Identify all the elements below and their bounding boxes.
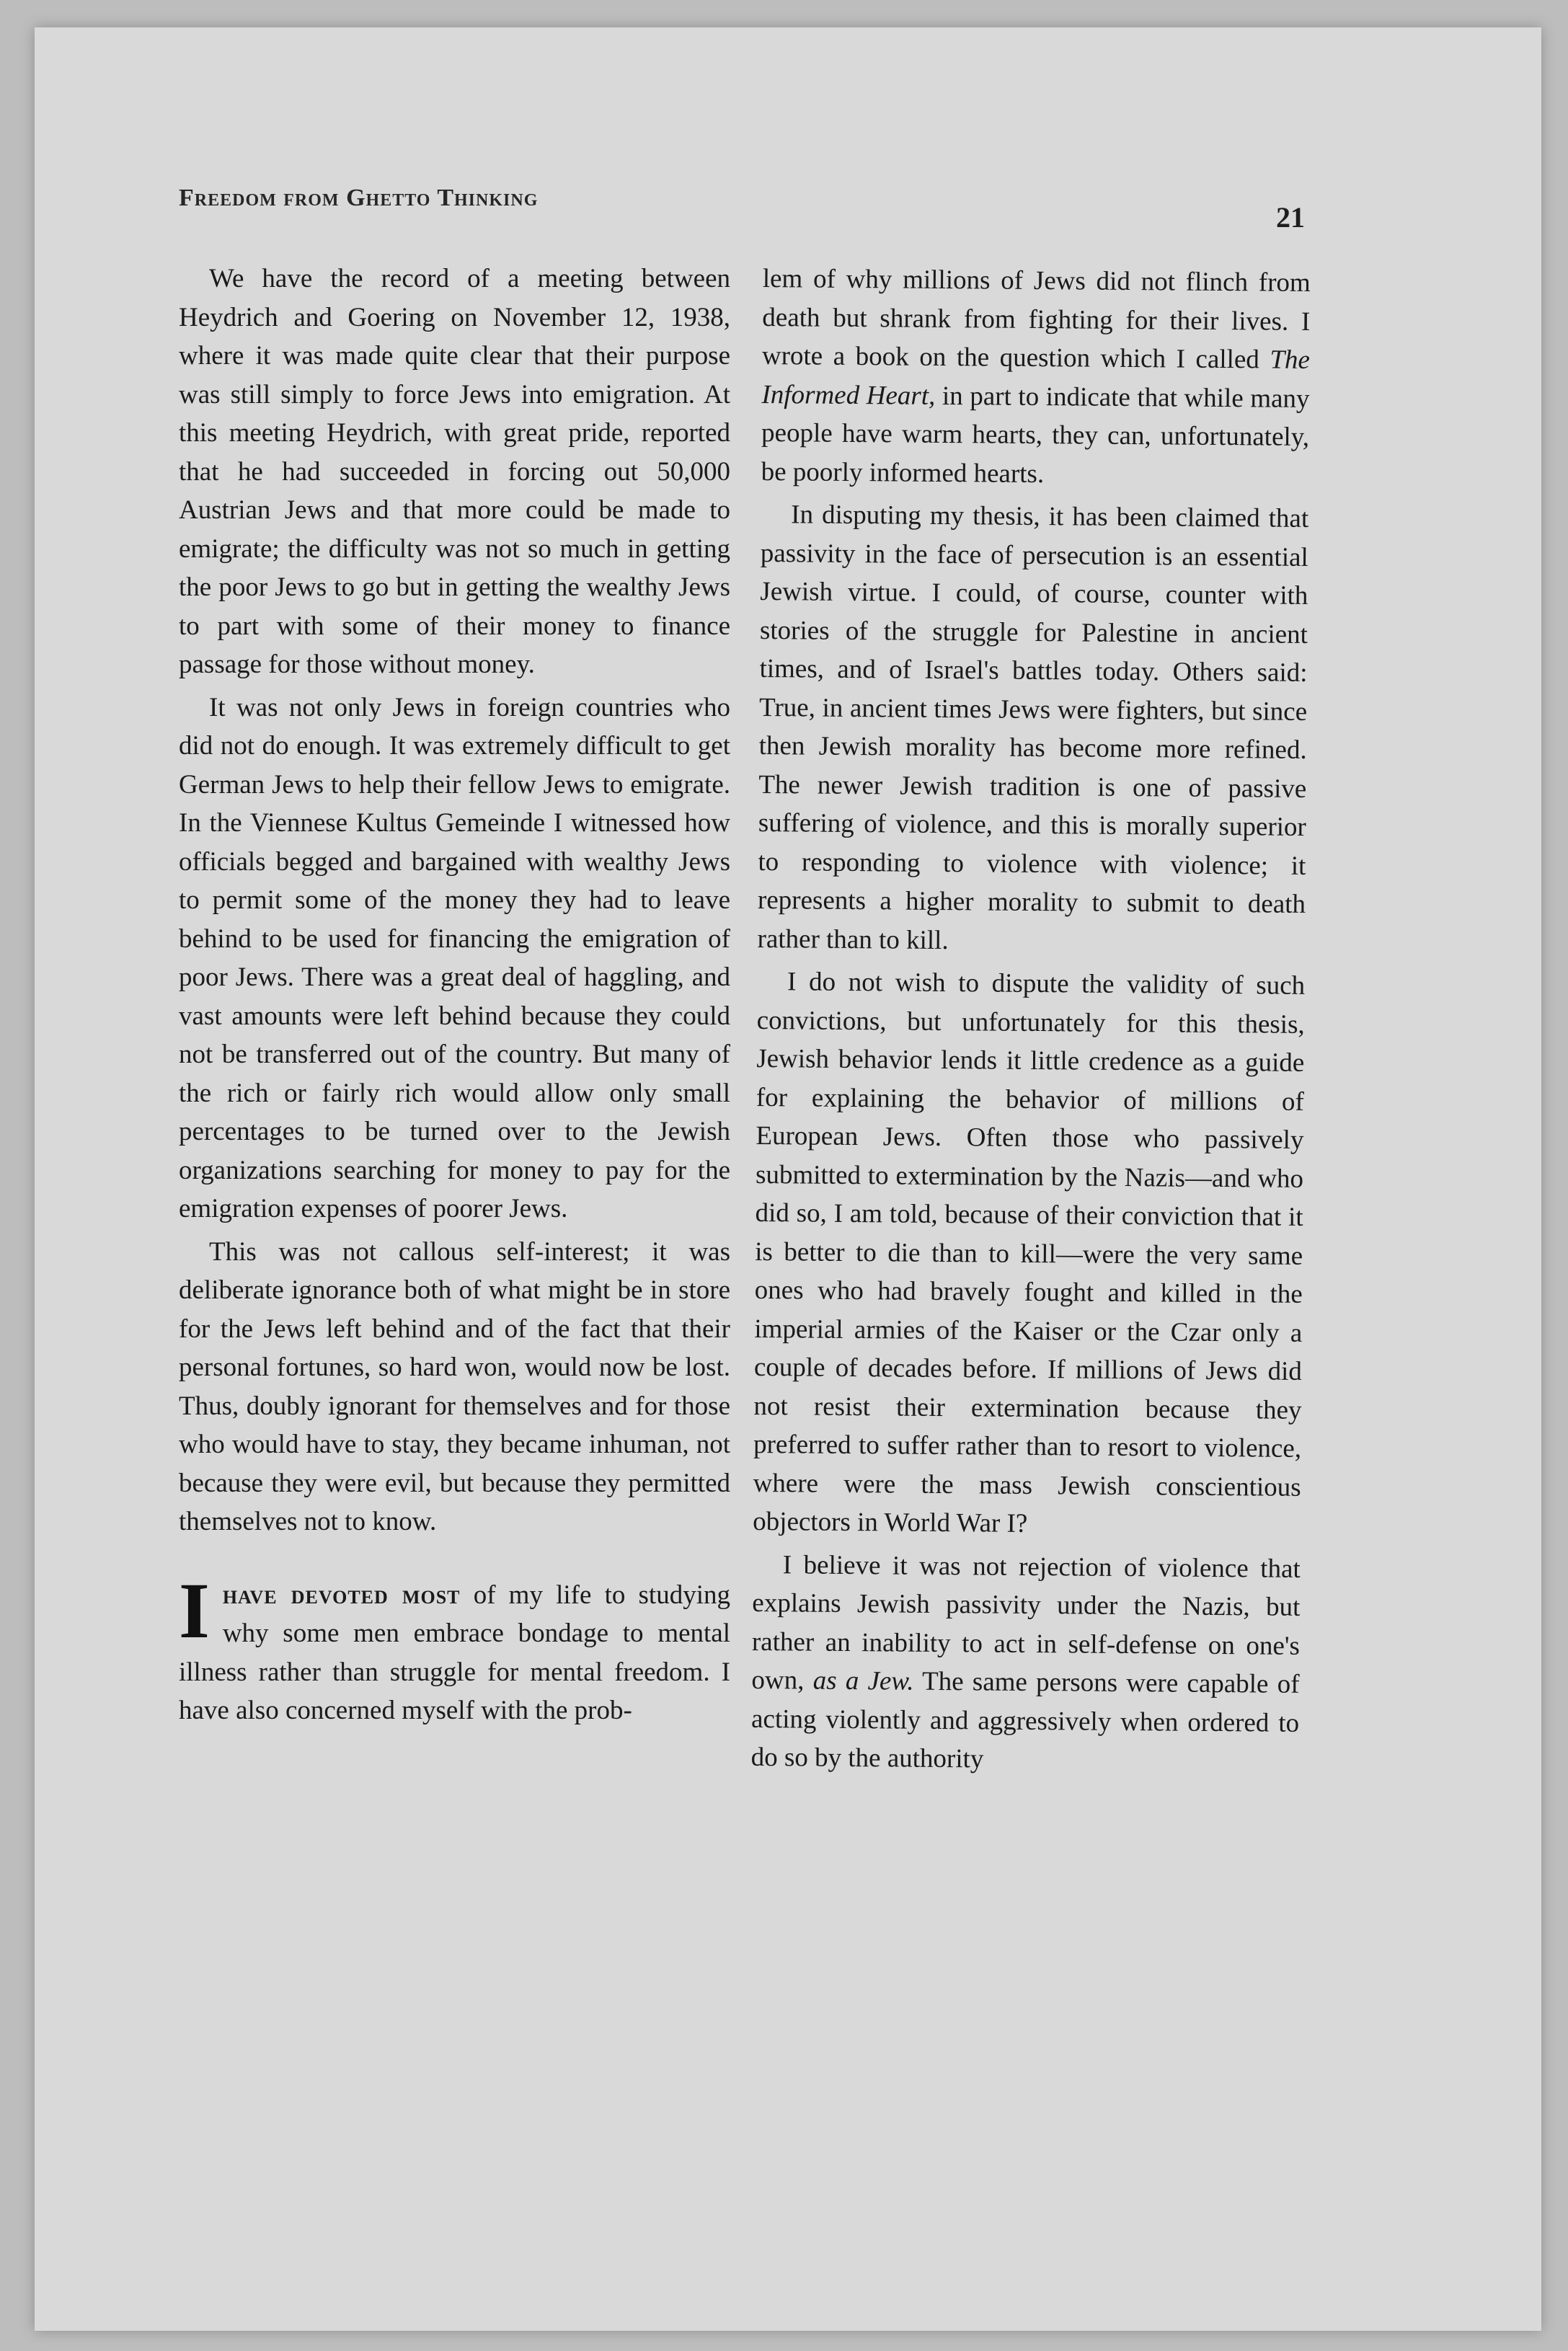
paragraph-text: in part to indicate that while many people have warm hearts, they can, unfortunately, be poorly informed hearts. — [761, 381, 1310, 489]
paragraph: This was not callous self-interest; it was deliberate ignorance both of what might be in store for the Jews left behind and of the fact that their personal fortunes, so hard won, would now be lost. Thus, doubly ignorant for themselves and for those who would have to stay, they became inhuman, not because they were evil, but because they permitted themselves not to know. — [179, 1236, 730, 1536]
paragraph — [761, 260, 1310, 495]
paragraph-text: lem of why millions of Jews did not flinch from death but shrank from fighting for their lives. I wrote a book on the question which I called — [761, 263, 1311, 375]
emphasis: as a Jew. — [812, 1665, 914, 1696]
paragraph-text: I believe it was not rejection of violence that explains Jewish passivity under the Nazis, but rather an inability to act in self-defense on one's own, — [751, 1549, 1301, 1696]
paragraph-text: The same persons were capable of acting violently and aggressively when ordered to do so by the authority — [750, 1666, 1300, 1774]
drop-cap: I — [179, 1566, 210, 1655]
left-column — [179, 260, 730, 1730]
book-page — [35, 27, 1541, 2331]
running-head: Freedom from Ghetto Thinking — [179, 185, 539, 211]
book-title: The Informed Heart, — [761, 345, 1311, 411]
paragraph: It was not only Jews in foreign countries who did not do enough. It was extremely difficult to get German Jews to help their fellow Jews to emigrate. In the Viennese Kultus Gemeinde I witnessed how officials begged and bargained with wealthy Jews to permit some of the money they had to leave behind to be used for financing the emigration of poor Jews. There was a great deal of haggling, and vast amounts were left behind because they could not be transferred out of the country. But many of the rich or fairly rich would allow only small percentages to be turned over to the Jewish organizations searching for money to pay for the emigration expenses of poorer Jews. — [179, 692, 730, 1223]
section-start-paragraph — [179, 1566, 730, 1730]
paragraph: In disputing my thesis, it has been claimed that passivity in the face of persecution is an essential Jewish virtue. I could, of course, counter with stories of the struggle for Palestine in ancient times, and of Israel's battles today. Others said: True, in ancient times Jews were fighters, but since then Jewish morality has become more refined. The newer Jewish tradition is one of passive suffering of violence, and this is morally superior to responding to violence with violence; it represents a higher morality to submit to death rather than to kill. — [757, 500, 1309, 955]
paragraph: We have the record of a meeting between Heydrich and Goering on November 12, 1938, where it was made quite clear that their purpose was still simply to force Jews into emigration. At this meeting Heydrich, with great pride, reported that he had succeeded in forcing out 50,000 Austrian Jews and that more could be made to emigrate; the difficulty was not so much in getting the poor Jews to go but in getting the wealthy Jews to part with some of their money to finance passage for those without money. — [179, 264, 730, 679]
right-column — [750, 260, 1311, 1781]
paragraph — [750, 1545, 1300, 1781]
paragraph: I do not wish to dispute the validity of such convictions, but unfortunately for this thesis, Jewish behavior lends it little credence as a guide for explaining the behavior of millions of European Jews. Often those who passively submitted to extermination by the Nazis—and who did so, I am told, because of their conviction that it is better to die than to kill—were the very same ones who had bravely fought and killed in the imperial armies of the Kaiser or the Czar only a couple of decades before. If millions of Jews did not resist their extermination because they preferred to suffer rather than to resort to violence, where were the mass Jewish conscientious objectors in World War I? — [753, 967, 1306, 1538]
lead-in-small-caps: have devoted most — [222, 1580, 461, 1610]
paragraph-text: of my life to studying why some men embrace bondage to mental illness rather than struggle for mental freedom. I have also concerned myself with the prob- — [179, 1580, 730, 1725]
page-number: 21 — [1276, 201, 1305, 234]
